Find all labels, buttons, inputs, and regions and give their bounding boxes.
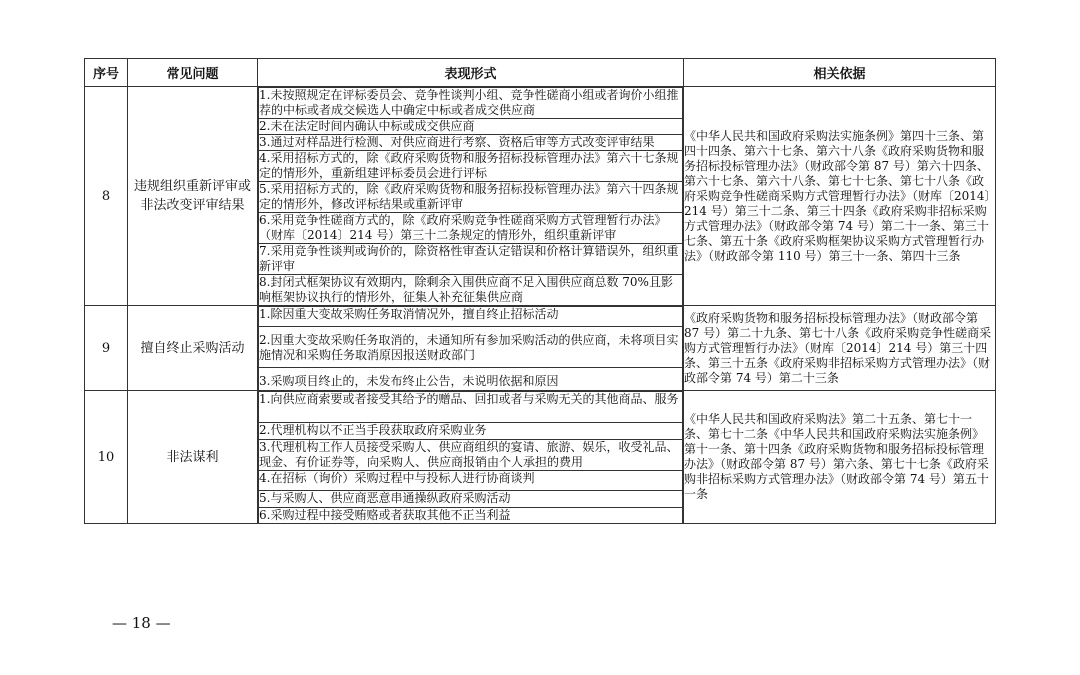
header-no: 序号 bbox=[85, 59, 128, 87]
form-item: 2.因重大变故采购任务取消的，未通知所有参加采购活动的供应商，未将项目实施情况和采购任务取消原因报送财政部门 bbox=[259, 327, 683, 368]
table-header-row bbox=[85, 59, 996, 87]
form-item: 2.未在法定时间内确认中标或成交供应商 bbox=[259, 119, 683, 135]
form-item: 3.通过对样品进行检测、对供应商进行考察、资格后审等方式改变评审结果 bbox=[259, 135, 683, 151]
row-basis: 《中华人民共和国政府采购法》第二十五条、第七十一条、第七十二条《中华人民共和国政府采购法实施条例》第十一条、第十四条《政府采购货物和服务招标投标管理办法》（财政部令第 87 号）第六条、第七十七条《政府采购非招标采购方式管理办法》（财政部令第 74 号）第五十一条 bbox=[684, 391, 996, 524]
row-number: 10 bbox=[85, 391, 128, 524]
form-item: 4.在招标（询价）采购过程中与投标人进行协商谈判 bbox=[259, 471, 683, 491]
form-item: 8.封闭式框架协议有效期内，除剩余入围供应商不足入围供应商总数 70%且影响框架协议执行的情形外，征集人补充征集供应商 bbox=[259, 275, 683, 306]
row-basis: 《政府采购货物和服务招标投标管理办法》（财政部令第 87 号）第二十九条、第七十八条《政府采购竞争性磋商采购方式管理暂行办法》（财库〔2014〕214 号）第三十四条、第三十五条《政府采购非招标采购方式管理办法》（财政部令第 74 号）第二十三条 bbox=[684, 306, 996, 391]
form-item: 5.与采购人、供应商恶意串通操纵政府采购活动 bbox=[259, 491, 683, 508]
header-issue: 常见问题 bbox=[128, 59, 258, 87]
row-issue: 擅自终止采购活动 bbox=[128, 306, 258, 391]
form-item: 6.采用竞争性磋商方式的，除《政府采购竞争性磋商采购方式管理暂行办法》（财库〔2014〕214 号）第三十二条规定的情形外，组织重新评审 bbox=[259, 213, 683, 244]
row-forms bbox=[258, 306, 684, 391]
row-basis: 《中华人民共和国政府采购法实施条例》第四十三条、第四十四条、第六十七条、第六十八条《政府采购货物和服务招标投标管理办法》（财政部令第 87 号）第六十四条、第六十七条、第六十八条、第七十七条、第七十八条《政府采购竞争性磋商采购方式管理暂行办法》（财库〔2014〕214 号）第三十二条、第三十四条《政府采购非招标采购方式管理办法》（财政部令第 74 号）第二十一条、第三十七条、第五十条《政府采购框架协议采购方式管理暂行办法》（财政部令第 110 号）第三十一条、第四十三条 bbox=[684, 87, 996, 306]
form-item: 4.采用招标方式的，除《政府采购货物和服务招标投标管理办法》第六十七条规定的情形外，重新组建评标委员会进行评标 bbox=[259, 151, 683, 182]
regulation-table bbox=[84, 58, 996, 524]
table-row bbox=[85, 391, 996, 524]
form-item: 1.向供应商索要或者接受其给予的赠品、回扣或者与采购无关的其他商品、服务 bbox=[259, 392, 683, 423]
form-item: 1.除因重大变故采购任务取消情况外，擅自终止招标活动 bbox=[259, 307, 683, 327]
header-form: 表现形式 bbox=[258, 59, 684, 87]
form-item: 6.采购过程中接受贿赂或者获取其他不正当利益 bbox=[259, 508, 683, 524]
row-forms bbox=[258, 391, 684, 524]
form-item: 3.代理机构工作人员接受采购人、供应商组织的宴请、旅游、娱乐，收受礼品、现金、有价证券等，向采购人、供应商报销由个人承担的费用 bbox=[259, 440, 683, 471]
row-number: 8 bbox=[85, 87, 128, 306]
table-row bbox=[85, 306, 996, 391]
row-number: 9 bbox=[85, 306, 128, 391]
page-number: — 18 — bbox=[112, 614, 171, 632]
table-row bbox=[85, 87, 996, 306]
form-item: 7.采用竞争性谈判或询价的，除资格性审查认定错误和价格计算错误外，组织重新评审 bbox=[259, 244, 683, 275]
form-item: 3.采购项目终止的，未发布终止公告，未说明依据和原因 bbox=[259, 368, 683, 391]
row-forms bbox=[258, 87, 684, 306]
form-item: 2.代理机构以不正当手段获取政府采购业务 bbox=[259, 423, 683, 440]
row-issue: 违规组织重新评审或非法改变评审结果 bbox=[128, 87, 258, 306]
header-basis: 相关依据 bbox=[684, 59, 996, 87]
form-item: 5.采用招标方式的，除《政府采购货物和服务招标投标管理办法》第六十四条规定的情形外，修改评标结果或重新评审 bbox=[259, 182, 683, 213]
row-issue: 非法谋利 bbox=[128, 391, 258, 524]
form-item: 1.未按照规定在评标委员会、竞争性谈判小组、竞争性磋商小组或者询价小组推荐的中标或者成交候选人中确定中标或者成交供应商 bbox=[259, 88, 683, 119]
